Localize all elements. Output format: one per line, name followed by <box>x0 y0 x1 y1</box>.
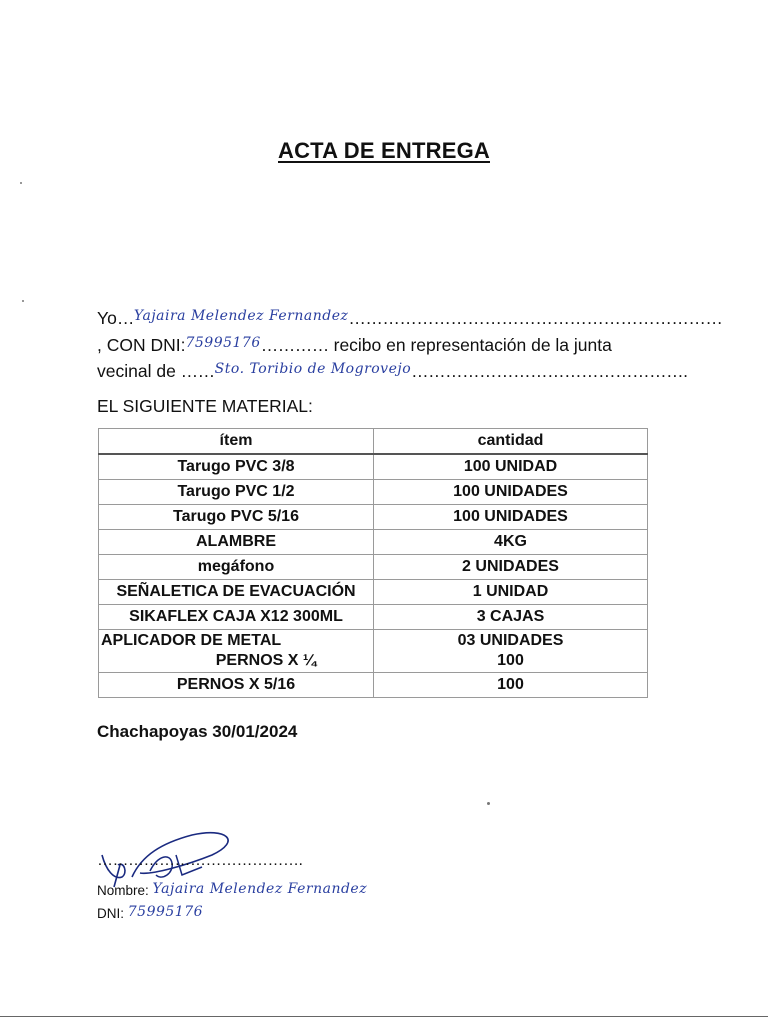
intro-line-1: Yo…$^{Yajaira Melendez Fernandez}$………………………………………………………… <box>97 308 723 328</box>
item-cell-merged <box>99 630 374 673</box>
qty-cell: 2 UNIDADES <box>374 555 648 580</box>
scan-speck <box>20 182 22 184</box>
qty-cell: 100 UNIDADES <box>374 480 648 505</box>
table-row <box>99 580 648 605</box>
item-cell: SIKAFLEX CAJA X12 300ML <box>99 605 374 630</box>
item-cell: Tarugo PVC 1/2 <box>99 480 374 505</box>
recibo-text: recibo en representación de la junta <box>328 335 612 355</box>
header-item: ítem <box>99 429 374 455</box>
scan-speck <box>22 300 24 302</box>
handwritten-signature-dni: 75995176 <box>127 904 204 920</box>
intro-line-2: , CON DNI:$^{75995176}$………… recibo en representación de la junta <box>97 335 612 355</box>
handwritten-signature-name: Yajaira Melendez Fernandez <box>152 881 368 897</box>
qty-cell-merged <box>374 630 648 673</box>
vecinal-label: vecinal de <box>97 361 181 381</box>
table-header-row <box>99 429 648 455</box>
handwritten-name: Yajaira Melendez Fernandez <box>133 308 349 324</box>
scan-speck <box>487 802 490 805</box>
place-date: Chachapoyas 30/01/2024 <box>97 722 298 741</box>
document-title: ACTA DE ENTREGA <box>278 138 490 163</box>
qty-line-2: 100 <box>497 652 524 669</box>
handwritten-dni: 75995176 <box>185 335 261 351</box>
signature-name-row <box>97 883 367 899</box>
item-cell: Tarugo PVC 3/8 <box>99 454 374 480</box>
qty-cell: 100 UNIDAD <box>374 454 648 480</box>
signature-dni-row <box>97 906 203 922</box>
yo-label: Yo <box>97 308 117 328</box>
item-cell: PERNOS X 5/16 <box>99 673 374 698</box>
table-row <box>99 673 648 698</box>
item-line-1: APLICADOR DE METAL <box>101 632 282 649</box>
table-row <box>99 454 648 480</box>
handwritten-junta: Sto. Toribio de Mogrovejo <box>214 361 412 377</box>
dni-label: , CON DNI: <box>97 335 186 355</box>
table-row <box>99 530 648 555</box>
item-cell: megáfono <box>99 555 374 580</box>
item-cell: Tarugo PVC 5/16 <box>99 505 374 530</box>
table-row <box>99 555 648 580</box>
item-line-2: PERNOS X ¼ <box>215 652 317 669</box>
table-row <box>99 480 648 505</box>
table-row-merged <box>99 630 648 673</box>
scan-edge-line <box>0 1016 768 1017</box>
item-cell: ALAMBRE <box>99 530 374 555</box>
signature-dni-label: DNI: <box>97 906 128 921</box>
nombre-label: Nombre: <box>97 883 153 898</box>
qty-cell: 100 UNIDADES <box>374 505 648 530</box>
qty-cell: 4KG <box>374 530 648 555</box>
qty-cell: 100 <box>374 673 648 698</box>
table-row <box>99 505 648 530</box>
material-table <box>98 428 648 698</box>
qty-cell: 1 UNIDAD <box>374 580 648 605</box>
intro-line-3: vecinal de ……$^{Sto. Toribio de Mogrovejo}$…………………………………………. <box>97 361 689 381</box>
table-row <box>99 605 648 630</box>
header-cantidad: cantidad <box>374 429 648 455</box>
material-heading: EL SIGUIENTE MATERIAL: <box>97 396 313 416</box>
qty-cell: 3 CAJAS <box>374 605 648 630</box>
item-cell: SEÑALETICA DE EVACUACIÓN <box>99 580 374 605</box>
signature-line: …………………………………. <box>97 852 303 869</box>
qty-line-1: 03 UNIDADES <box>457 632 564 649</box>
